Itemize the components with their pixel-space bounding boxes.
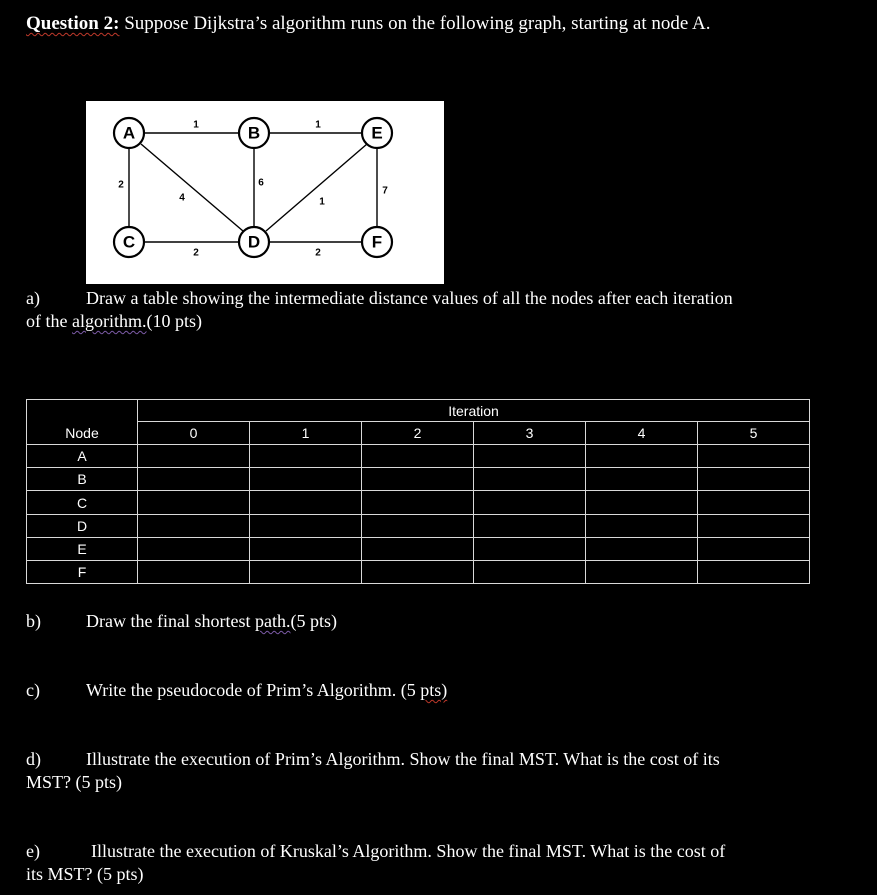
part-a-label: a) [26, 288, 40, 308]
weight-e-f: 7 [382, 185, 388, 197]
distance-cell[interactable] [250, 491, 362, 514]
distance-cell[interactable] [586, 468, 698, 491]
part-d-label: d) [26, 749, 41, 769]
table-row [27, 468, 810, 491]
distance-cell[interactable] [698, 537, 810, 560]
graph-diagram [86, 101, 444, 284]
question-title [26, 12, 710, 36]
part-b-text-suffix: (5 pts) [290, 611, 337, 631]
part-e-text-line1: Illustrate the execution of Kruskal’s Algorithm. Show the final MST. What is the cost of [91, 841, 726, 861]
iteration-col-5: 5 [698, 422, 810, 445]
distance-cell[interactable] [250, 468, 362, 491]
part-e-text-line2: its MST? (5 pts) [26, 864, 144, 884]
weight-a-d: 4 [179, 192, 185, 204]
distance-cell[interactable] [362, 537, 474, 560]
edge-a-d [141, 144, 243, 231]
distance-cell[interactable] [698, 445, 810, 468]
distance-cell[interactable] [250, 445, 362, 468]
table-row [27, 514, 810, 537]
node-e-label: E [371, 123, 383, 143]
graph-figure [86, 101, 444, 284]
node-c [114, 227, 144, 257]
distance-cell[interactable] [138, 445, 250, 468]
node-name-cell: C [27, 491, 138, 514]
distance-cell[interactable] [362, 514, 474, 537]
part-c-label: c) [26, 680, 40, 700]
node-name-cell: F [27, 560, 138, 583]
distance-cell[interactable] [474, 560, 586, 583]
weight-b-e: 1 [315, 119, 321, 131]
node-d-label: D [247, 232, 261, 252]
part-a-text-line2 [26, 310, 202, 332]
question-number: Question 2: [26, 13, 120, 34]
weight-c-d: 2 [193, 247, 199, 259]
part-a-text-suffix: (10 pts) [146, 311, 202, 331]
distance-cell[interactable] [586, 491, 698, 514]
distance-cell[interactable] [698, 468, 810, 491]
part-b-text-prefix: Draw the final shortest [86, 611, 255, 631]
distance-cell[interactable] [362, 560, 474, 583]
iteration-col-3: 3 [474, 422, 586, 445]
table-iteration-row [27, 422, 810, 445]
iteration-header: Iteration [138, 400, 810, 422]
weight-a-c: 2 [118, 179, 124, 191]
part-d-text-line2: MST? (5 pts) [26, 772, 122, 792]
distance-cell[interactable] [362, 468, 474, 491]
distance-cell[interactable] [474, 491, 586, 514]
node-name-cell: D [27, 514, 138, 537]
distance-cell[interactable] [474, 537, 586, 560]
distance-cell[interactable] [138, 560, 250, 583]
table-row [27, 537, 810, 560]
node-e [362, 118, 392, 148]
table-row [27, 560, 810, 583]
distance-cell[interactable] [698, 491, 810, 514]
distance-cell[interactable] [698, 514, 810, 537]
distance-cell[interactable] [138, 537, 250, 560]
node-name-cell: B [27, 468, 138, 491]
distance-cell[interactable] [362, 491, 474, 514]
distance-cell[interactable] [362, 445, 474, 468]
distance-cell[interactable] [586, 560, 698, 583]
part-e-label: e) [26, 841, 40, 861]
node-f-label: F [371, 232, 383, 252]
weight-a-b: 1 [193, 119, 199, 131]
part-c-text [86, 679, 447, 701]
part-a-text-line1: Draw a table showing the intermediate distance values of all the nodes after each iteration [86, 288, 733, 308]
node-b-label: B [247, 123, 261, 143]
node-name-cell: A [27, 445, 138, 468]
iteration-col-1: 1 [250, 422, 362, 445]
iteration-col-2: 2 [362, 422, 474, 445]
distance-cell[interactable] [586, 445, 698, 468]
table-header-row [27, 400, 810, 422]
table-row [27, 491, 810, 514]
distance-cell[interactable] [698, 560, 810, 583]
part-c-text-prefix: Write the pseudocode of Prim’s Algorithm. (5 [86, 680, 421, 700]
iteration-col-4: 4 [586, 422, 698, 445]
distance-cell[interactable] [474, 468, 586, 491]
distance-cell[interactable] [250, 537, 362, 560]
distance-cell[interactable] [586, 537, 698, 560]
node-name-cell: E [27, 537, 138, 560]
weight-d-f: 2 [315, 247, 321, 259]
distance-cell[interactable] [138, 514, 250, 537]
distance-cell[interactable] [474, 445, 586, 468]
distance-cell[interactable] [250, 560, 362, 583]
iteration-table [26, 399, 810, 584]
part-c-text-word: pts) [420, 680, 448, 700]
part-a-text-prefix: of the [26, 311, 72, 331]
distance-cell[interactable] [250, 514, 362, 537]
part-a-text-word: algorithm. [71, 311, 147, 331]
part-b-text [86, 610, 337, 632]
node-f [362, 227, 392, 257]
weight-d-e: 1 [319, 196, 325, 208]
node-d [239, 227, 269, 257]
distance-cell[interactable] [138, 468, 250, 491]
weight-b-d: 6 [258, 177, 264, 189]
question-text: Suppose Dijkstra’s algorithm runs on the following graph, starting at node A. [119, 13, 711, 34]
node-c-label: C [122, 232, 136, 252]
iteration-col-0: 0 [138, 422, 250, 445]
node-b [239, 118, 269, 148]
node-header: Node [27, 422, 138, 445]
edge-d-e [266, 144, 367, 231]
node-header-top-cell [27, 400, 138, 422]
node-a-label: A [122, 123, 136, 143]
part-d-text-line1: Illustrate the execution of Prim’s Algorithm. Show the final MST. What is the cost of its [86, 749, 720, 769]
distance-cell[interactable] [586, 514, 698, 537]
distance-cell[interactable] [138, 491, 250, 514]
part-b-label: b) [26, 611, 41, 631]
iteration-table-body [27, 400, 810, 584]
distance-cell[interactable] [474, 514, 586, 537]
table-row [27, 445, 810, 468]
part-b-text-word: path. [254, 611, 291, 631]
node-a [114, 118, 144, 148]
